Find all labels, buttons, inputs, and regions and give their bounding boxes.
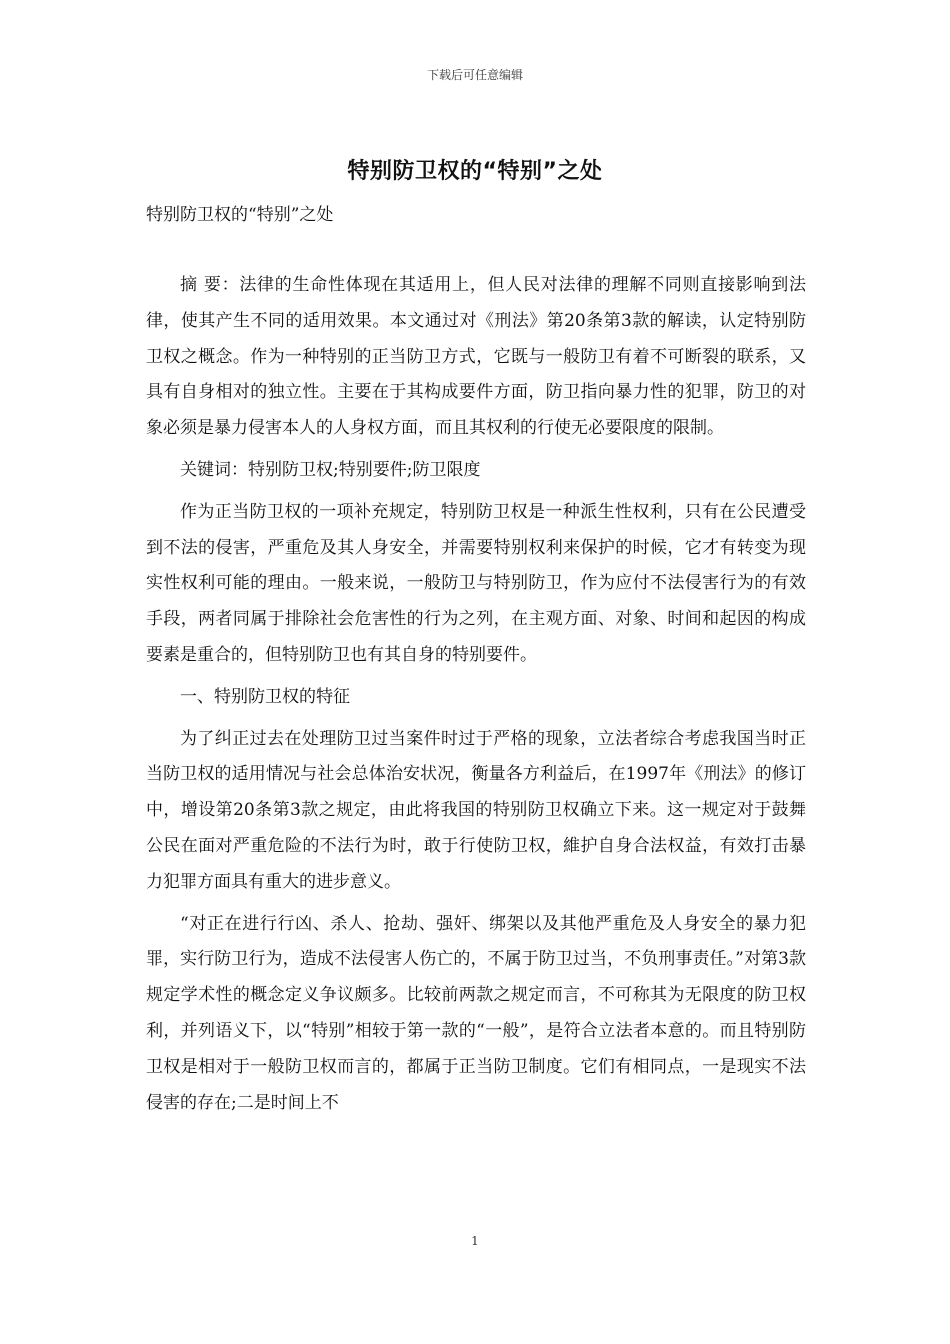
section-heading: 一、特别防卫权的特征 bbox=[180, 686, 350, 707]
body-paragraph: “对正在进行行凶、杀人、抢劫、强奸、绑架以及其他严重危及人身安全的暴力犯罪，实行防卫行为，造成不法侵害人伤亡的，不属于防卫过当，不负刑事责任。”对第3款规定学术性的概念定义争议颇多。比较前两款之规定而言，不可称其为无限度的防卫权利，并列语义下，以“特别”相较于第一款的“一般”，是符合立法者本意的。而且特别防卫权是相对于一般防卫权而言的，都属于正当防卫制度。它们有相同点，一是现实不法侵害的存在;二是时间上不 bbox=[146, 913, 806, 1113]
body-paragraph: 为了纠正过去在处理防卫过当案件时过于严格的现象，立法者综合考虑我国当时正当防卫权的适用情况与社会总体治安状况，衡量各方利益后，在1997年《刑法》的修订中，增设第20条第3款之规定，由此将我国的特别防卫权确立下来。这一规定对于鼓舞公民在面对严重危险的不法行为时，敢于行使防卫权，維护自身合法权益，有效打击暴力犯罪方面具有重大的进步意义。 bbox=[146, 728, 806, 892]
document-title: 特别防卫权的“特别”之处 bbox=[347, 159, 603, 184]
page-header-note: 下载后可任意编辑 bbox=[426, 68, 523, 82]
document-subtitle: 特别防卫权的“特别”之处 bbox=[146, 205, 334, 225]
keywords-paragraph: 关键词：特别防卫权;特别要件;防卫限度 bbox=[180, 459, 481, 480]
document-body bbox=[146, 268, 806, 1127]
abstract-paragraph: 摘 要：法律的生命性体现在其适用上，但人民对法律的理解不同则直接影响到法律，使其产生不同的适用效果。本文通过对《刑法》第20条第3款的解读，认定特别防卫权之概念。作为一种特别的正当防卫方式，它既与一般防卫有着不可断裂的联系，又具有自身相对的独立性。主要在于其构成要件方面，防卫指向暴力性的犯罪，防卫的对象必须是暴力侵害本人的人身权方面，而且其权利的行使无必要限度的限制。 bbox=[146, 275, 806, 439]
page-number: 1 bbox=[471, 1234, 479, 1248]
body-paragraph: 作为正当防卫权的一项补充规定，特别防卫权是一种派生性权利，只有在公民遭受到不法的侵害，严重危及其人身安全，并需要特别权利来保护的时候，它才有转变为现实性权利可能的理由。一般来说，一般防卫与特别防卫，作为应付不法侵害行为的有效手段，两者同属于排除社会危害性的行为之列，在主观方面、对象、时间和起因的构成要素是重合的，但特别防卫也有其自身的特别要件。 bbox=[146, 501, 806, 665]
